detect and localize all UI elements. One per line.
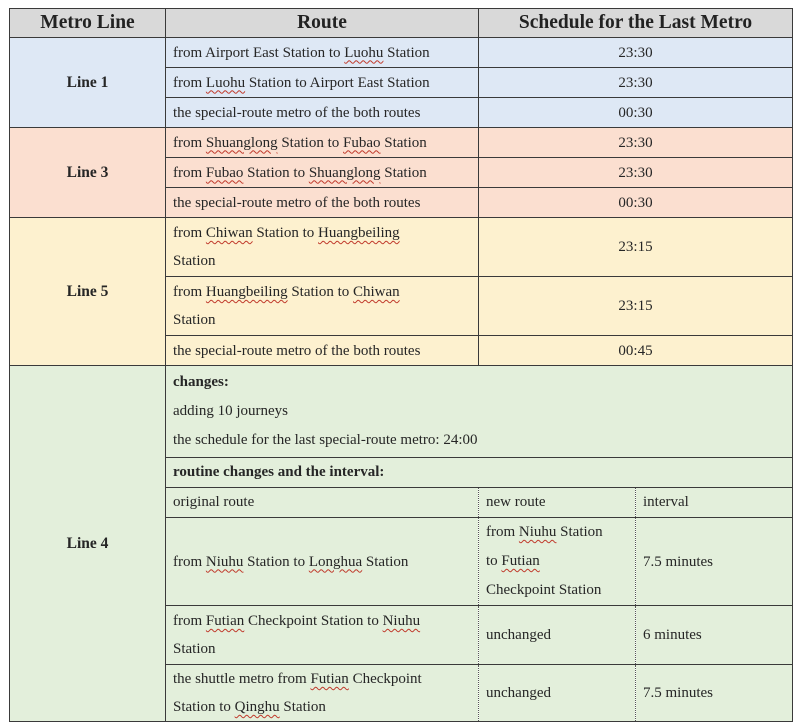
changes-title: changes: bbox=[166, 366, 793, 398]
col-new-route: new route bbox=[479, 488, 636, 518]
interval-cell: 7.5 minutes bbox=[636, 665, 793, 722]
time-cell: 23:30 bbox=[479, 128, 793, 158]
header-metro-line: Metro Line bbox=[10, 9, 166, 38]
line-1-label: Line 1 bbox=[10, 38, 166, 128]
header-route: Route bbox=[166, 9, 479, 38]
route-cell: from Chiwan Station to Huangbeiling Station bbox=[166, 218, 479, 277]
route-cell: the special-route metro of the both routes bbox=[166, 98, 479, 128]
line-3-label: Line 3 bbox=[10, 128, 166, 218]
time-cell: 00:30 bbox=[479, 98, 793, 128]
line-5-label: Line 5 bbox=[10, 218, 166, 366]
route-cell: the special-route metro of the both routes bbox=[166, 188, 479, 218]
interval-cell: 7.5 minutes bbox=[636, 518, 793, 606]
time-cell: 23:30 bbox=[479, 38, 793, 68]
route-cell: from Huangbeiling Station to Chiwan Station bbox=[166, 277, 479, 336]
change-item: adding 10 journeys bbox=[166, 397, 793, 426]
new-route-cell: from Niuhu Station to Futian Checkpoint Station bbox=[479, 518, 636, 606]
time-cell: 23:15 bbox=[479, 218, 793, 277]
new-route-cell: unchanged bbox=[479, 606, 636, 665]
time-cell: 23:30 bbox=[479, 68, 793, 98]
metro-schedule-table bbox=[9, 8, 793, 722]
col-interval: interval bbox=[636, 488, 793, 518]
interval-cell: 6 minutes bbox=[636, 606, 793, 665]
route-cell: from Luohu Station to Airport East Station bbox=[166, 68, 479, 98]
table-row bbox=[10, 366, 793, 398]
col-original-route: original route bbox=[166, 488, 479, 518]
table-row bbox=[10, 128, 793, 158]
original-route-cell: from Futian Checkpoint Station to Niuhu Station bbox=[166, 606, 479, 665]
table-row bbox=[10, 38, 793, 68]
route-cell: the special-route metro of the both routes bbox=[166, 336, 479, 366]
route-cell: from Airport East Station to Luohu Station bbox=[166, 38, 479, 68]
table-row bbox=[10, 218, 793, 277]
routine-title: routine changes and the interval: bbox=[166, 458, 793, 488]
time-cell: 23:15 bbox=[479, 277, 793, 336]
original-route-cell: the shuttle metro from Futian Checkpoint Station to Qinghu Station bbox=[166, 665, 479, 722]
time-cell: 00:45 bbox=[479, 336, 793, 366]
header-row bbox=[10, 9, 793, 38]
original-route-cell: from Niuhu Station to Longhua Station bbox=[166, 518, 479, 606]
time-cell: 23:30 bbox=[479, 158, 793, 188]
line-4-label: Line 4 bbox=[10, 366, 166, 722]
time-cell: 00:30 bbox=[479, 188, 793, 218]
route-cell: from Fubao Station to Shuanglong Station bbox=[166, 158, 479, 188]
route-cell: from Shuanglong Station to Fubao Station bbox=[166, 128, 479, 158]
header-schedule: Schedule for the Last Metro bbox=[479, 9, 793, 38]
change-item: the schedule for the last special-route metro: 24:00 bbox=[166, 426, 793, 458]
new-route-cell: unchanged bbox=[479, 665, 636, 722]
